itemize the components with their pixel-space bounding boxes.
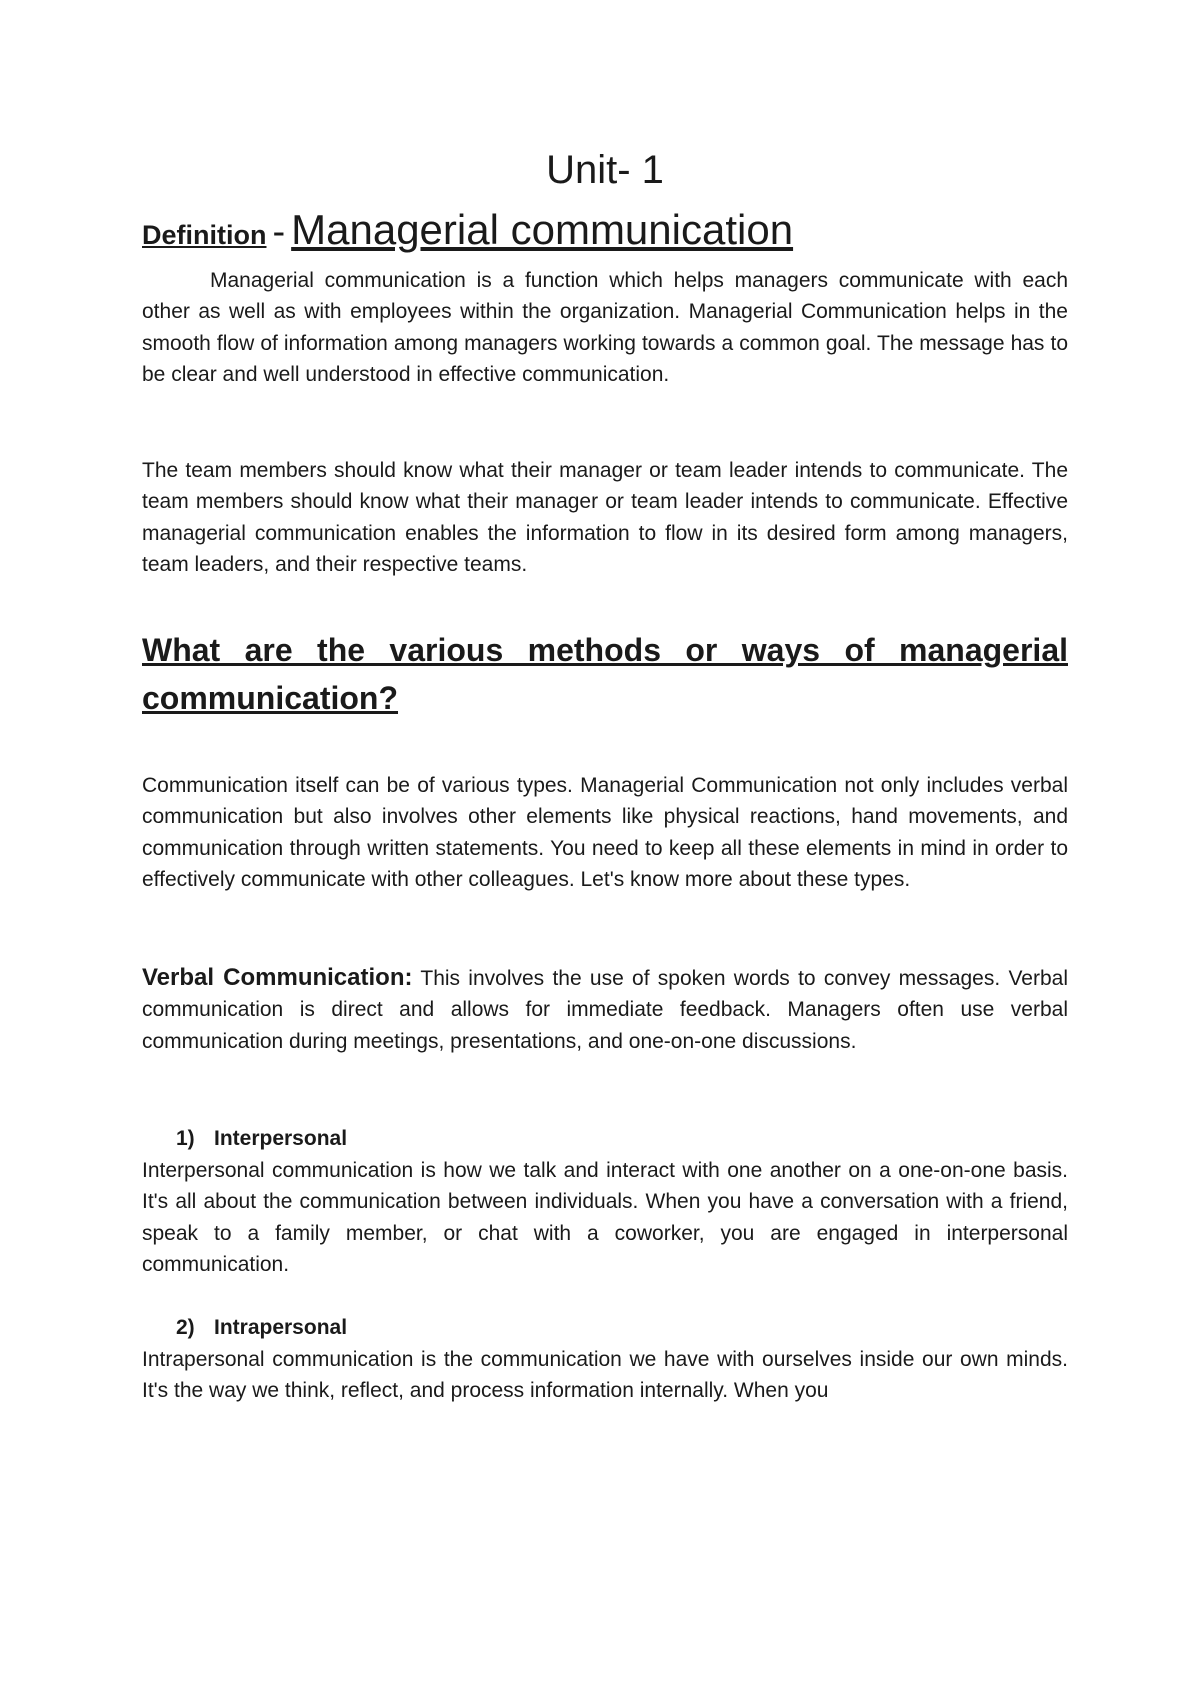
paragraph-intrapersonal: Intrapersonal communication is the communication we have with ourselves inside our own minds. It's the way we think, reflect, and process information internally. When you — [142, 1348, 1068, 1403]
verbal-communication-label: Verbal Communication: — [142, 964, 413, 991]
list-item-interpersonal — [176, 1123, 347, 1154]
paragraph-team-members: The team members should know what their manager or team leader intends to communicate. The team members should know what their manager or team leader intends to communicate. Effective managerial communication enables the information to flow in its desired form among managers, team leaders, and their respective teams. — [142, 459, 1068, 576]
verbal-communication-text: This involves the use of spoken words to convey messages. Verbal communication is direct and allows for immediate feedback. Managers often use verbal communication during meetings, presentations, and one-on-one discussions. — [142, 967, 1069, 1053]
list-title: Interpersonal — [214, 1127, 348, 1150]
list-number: 2) — [176, 1316, 195, 1339]
list-number: 1) — [176, 1127, 195, 1150]
definition-line — [142, 206, 1068, 254]
paragraph-types: Communication itself can be of various types. Managerial Communication not only includes verbal communication but also involves other elements like physical reactions, hand movements, and communication through written statements. You need to keep all these elements in mind in order to effectively communicate with other colleagues. Let's know more about these types. — [142, 774, 1068, 891]
definition-label: Definition — [142, 220, 267, 250]
paragraph-verbal-communication — [142, 962, 1068, 1057]
paragraph-definition: Managerial communication is a function which helps managers communicate with each other as well as with employees within the organization. Managerial Communication helps in the smooth flow of information among managers working towards a common goal. The message has to be clear and well understood in effective communication. — [142, 269, 1068, 386]
list-item-intrapersonal — [176, 1312, 347, 1343]
unit-title: Unit- 1 — [546, 148, 664, 192]
list-title: Intrapersonal — [214, 1316, 348, 1339]
methods-heading: What are the various methods or ways of managerial communication? — [142, 632, 1068, 716]
definition-dash: - — [272, 211, 286, 253]
definition-title: Managerial communication — [291, 206, 794, 253]
paragraph-interpersonal: Interpersonal communication is how we talk and interact with one another on a one-on-one basis. It's all about the communication between individuals. When you have a conversation with a friend, speak to a family member, or chat with a coworker, you are engaged in interpersonal communication. — [142, 1159, 1068, 1276]
